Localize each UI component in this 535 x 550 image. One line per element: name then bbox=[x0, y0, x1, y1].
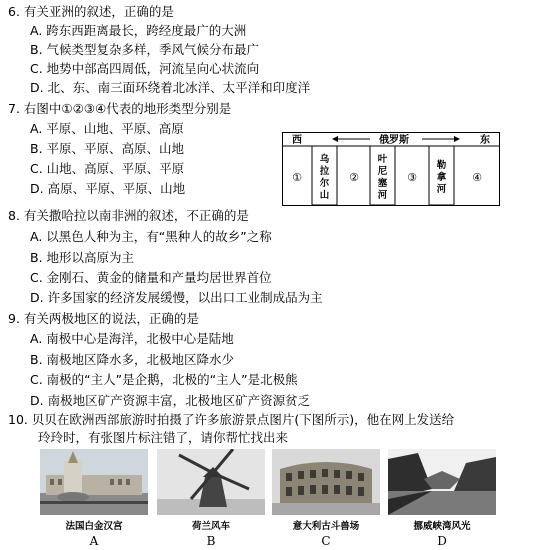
photo-d-caption: 挪威峡湾风光 bbox=[413, 521, 471, 532]
photo-d-letter: D bbox=[437, 534, 447, 548]
q6-option-b: B. 气候类型复杂多样，季风气候分布最广 bbox=[30, 42, 260, 57]
photo-norway-fjord bbox=[388, 449, 496, 515]
diagram-slot-2: ② bbox=[349, 171, 359, 184]
q9-option-a: A. 南极中心是海洋，北极中心是陆地 bbox=[30, 331, 234, 346]
q8-option-a: A. 以黑色人种为主，有“黑种人的故乡”之称 bbox=[30, 229, 272, 244]
q6-option-c: C. 地势中部高四周低，河流呈向心状流向 bbox=[30, 61, 260, 76]
q6-option-a: A. 跨东西距离最长，跨经度最广的大洲 bbox=[30, 23, 247, 38]
photo-a-caption: 法国白金汉宫 bbox=[65, 521, 123, 532]
diagram-feature-1-char: 尔 bbox=[319, 178, 330, 189]
diagram-feature-1-char: 山 bbox=[319, 190, 330, 201]
photo-b-caption: 荷兰风车 bbox=[191, 521, 230, 532]
diagram-country-label: 俄罗斯 bbox=[379, 135, 409, 146]
q7-option-b: B. 平原、平原、高原、山地 bbox=[30, 141, 185, 156]
q7-stem: 7. 右图中①②③④代表的地形类型分别是 bbox=[8, 101, 232, 116]
diagram-slot-1: ① bbox=[292, 171, 302, 184]
diagram-feature-2-char: 叶 bbox=[377, 154, 388, 165]
q9-stem: 9. 有关两极地区的说法，正确的是 bbox=[8, 311, 199, 326]
q9-option-c: C. 南极的“主人”是企鹅，北极的“主人”是北极熊 bbox=[30, 372, 298, 387]
diagram-east-label: 东 bbox=[480, 135, 490, 146]
photo-a-letter: A bbox=[89, 534, 99, 548]
photo-colosseum bbox=[272, 449, 380, 515]
q10-stem-line1: 10. 贝贝在欧洲西部旅游时拍摄了许多旅游景点图片(下图所示)，他在网上发送给 bbox=[8, 412, 455, 427]
q8-option-b: B. 地形以高原为主 bbox=[30, 250, 135, 265]
q10-stem-line2: 玲玲时，有张图片标注错了，请你帮忙找出来 bbox=[38, 430, 289, 445]
diagram-feature-3-char: 河 bbox=[436, 184, 447, 195]
q6-option-d: D. 北、东、南三面环绕着北冰洋、太平洋和印度洋 bbox=[30, 80, 311, 95]
diagram-slot-3: ③ bbox=[407, 171, 417, 184]
q8-option-c: C. 金刚石、黄金的储量和产量均居世界首位 bbox=[30, 270, 272, 285]
photo-b-letter: B bbox=[206, 534, 216, 548]
q9-option-d: D. 南极地区矿产资源丰富，北极地区矿产资源贫乏 bbox=[30, 393, 311, 408]
diagram-feature-3-char: 拿 bbox=[436, 172, 447, 183]
q7-terrain-diagram bbox=[282, 132, 500, 206]
diagram-feature-1-char: 拉 bbox=[319, 166, 330, 177]
q6-stem: 6. 有关亚洲的叙述，正确的是 bbox=[8, 4, 174, 19]
photo-c-letter: C bbox=[321, 534, 331, 548]
q7-option-a: A. 平原、山地、平原、高原 bbox=[30, 121, 184, 136]
q9-option-b: B. 南极地区降水多，北极地区降水少 bbox=[30, 352, 235, 367]
q8-stem: 8. 有关撒哈拉以南非洲的叙述，不正确的是 bbox=[8, 208, 249, 223]
photo-c-caption: 意大利古斗兽场 bbox=[292, 521, 360, 532]
diagram-feature-3-char: 勒 bbox=[436, 160, 447, 171]
diagram-feature-1-char: 乌 bbox=[319, 154, 330, 165]
q7-option-c: C. 山地、高原、平原、平原 bbox=[30, 161, 185, 176]
diagram-feature-2-char: 河 bbox=[377, 190, 388, 201]
diagram-west-label: 西 bbox=[292, 135, 302, 146]
q7-option-d: D. 高原、平原、平原、山地 bbox=[30, 181, 186, 196]
diagram-feature-2-char: 尼 bbox=[377, 166, 388, 177]
photo-buckingham-palace bbox=[40, 449, 148, 515]
diagram-slot-4: ④ bbox=[472, 171, 482, 184]
photo-dutch-windmill bbox=[157, 449, 265, 515]
diagram-feature-2-char: 塞 bbox=[377, 178, 388, 189]
q8-option-d: D. 许多国家的经济发展缓慢，以出口工业制成品为主 bbox=[30, 290, 323, 305]
